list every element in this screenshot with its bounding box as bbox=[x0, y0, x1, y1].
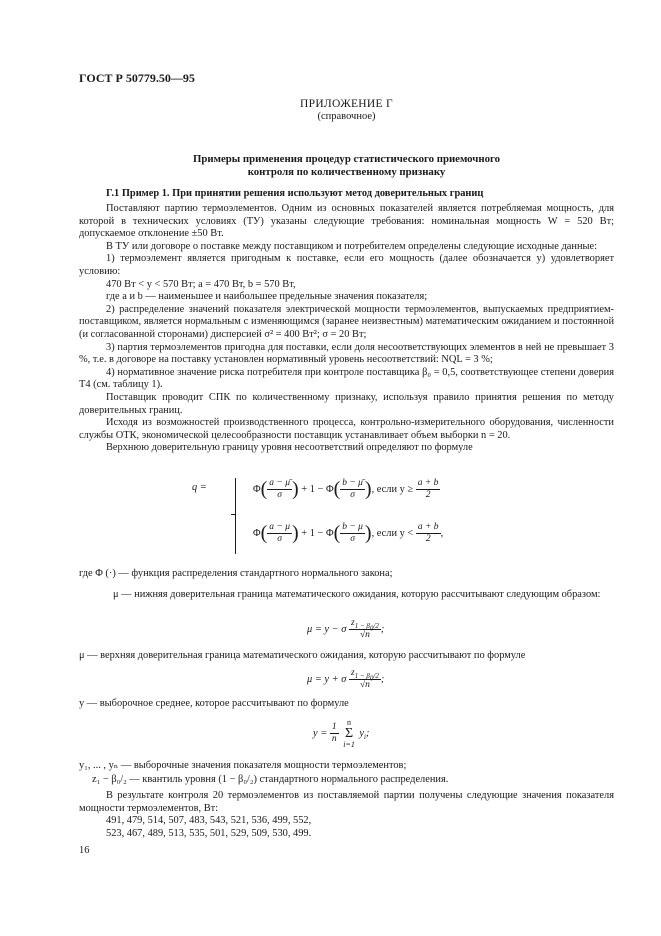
plus-one-minus: + 1 − Φ bbox=[301, 483, 334, 495]
heading-line-1: Примеры применения процедур статистического приемочного bbox=[192, 153, 501, 165]
document-code: ГОСТ Р 50779.50—95 bbox=[79, 71, 195, 85]
paragraph: 4) нормативное значение риска потребителя при контроле поставщика β₀ = 0,5, соответствующее степени доверия Т4 (см. таблицу 1). bbox=[79, 366, 614, 391]
plus-one-minus: + 1 − Φ bbox=[301, 527, 334, 539]
paragraph: Поставщик проводит СПК по количественному признаку, используя правило принятия решения по методу доверительных границ. bbox=[79, 391, 614, 416]
result-intro: В результате контроля 20 термоэлементов из поставляемой партии получены следующие значения показателя мощности термоэлементов, Вт: bbox=[79, 790, 614, 814]
paragraph: 470 Вт < y < 570 Вт; a = 470 Вт, b = 570 Вт, bbox=[106, 278, 296, 290]
paragraph: 2) распределение значений показателя электрической мощности термоэлементов, выпускаемых предприятием-поставщиком, является нормальным с изменяющимся (заранее неизвестным) математическим ожиданием и постоянной (и согласованной сторонами) дисперсией σ² = 400 Вт²; σ = 20 Вт; bbox=[79, 303, 614, 340]
phi-symbol: Φ bbox=[253, 483, 261, 495]
mu-upper-formula: μ = y + σ $\frac{z_{1 - \beta_0/2}}{√n}$ ; bbox=[307, 668, 385, 690]
appendix-subtitle: (справочное) bbox=[317, 111, 376, 122]
values-line-2: 523, 467, 489, 513, 535, 501, 529, 509, 530, 499. bbox=[106, 828, 312, 839]
q-lhs: q = bbox=[192, 482, 207, 493]
body-text bbox=[79, 203, 614, 455]
mu-upper-definition: μ — верхняя доверительная граница математического ожидания, которую рассчитывают по формуле bbox=[79, 650, 526, 661]
appendix-title: ПРИЛОЖЕНИЕ Г bbox=[300, 98, 393, 110]
paragraph: Поставляют партию термоэлементов. Одним из основных показателей является потребляемая мощность, для которой в технических условиях (ТУ) указаны следующие требования: номинальная мощность W = 520 Вт; допускаемое отклонение ±50 Вт. bbox=[79, 203, 614, 240]
mu-lower-formula: μ = y − σ $\frac{z_{1 - \beta_0/2}}{√n}$ ; bbox=[307, 618, 385, 640]
yi-definition: y₁, ... , yₙ — выборочные значения показателя мощности термоэлементов; bbox=[79, 760, 407, 771]
page-number: 16 bbox=[79, 845, 90, 856]
section-heading bbox=[79, 153, 614, 179]
phi-symbol: Φ bbox=[253, 527, 261, 539]
formula-brace bbox=[235, 478, 244, 554]
mu-lower-definition: μ — нижняя доверительная граница математического ожидания, которую рассчитывают следующим образом: bbox=[113, 589, 601, 600]
heading-line-2: контроля по количественному признаку bbox=[247, 166, 446, 178]
condition-1: если y ≥ bbox=[376, 483, 414, 495]
paragraph: 3) партия термоэлементов пригодна для поставки, если доля несоответствующих элементов в ней не превышает 3 %, т.е. в договоре на поставку установлен нормативный уровень несоответствий: NQL = 3 %; bbox=[79, 341, 614, 366]
subsection-title: Г.1 Пример 1. При принятии решения используют метод доверительных границ bbox=[106, 188, 484, 199]
q-case-2: Φ( $\frac{a - \mu}{\sigma}$ ) + 1 − Φ( $\frac{b - \mu}{\sigma}$ ), если y < $\frac{a + b}{2}$ , bbox=[253, 522, 444, 545]
paragraph: 1) термоэлемент является пригодным к поставке, если его мощность (далее обозначается y) удовлетворяет условию: bbox=[79, 253, 614, 277]
ybar-formula: y = $\frac{1}{n}$ n Σ i=1 $y_i$; bbox=[313, 718, 370, 749]
z-definition: z₁ − β₀/₂ — квантиль уровня (1 − β₀/₂) стандартного нормального распределения. bbox=[92, 774, 449, 785]
paragraph: Исходя из возможностей производственного процесса, контрольно-измерительного оборудования, численности службы ОТК, экономической целесообразности поставщик устанавливает объем выборки n = 20. bbox=[79, 417, 614, 441]
condition-2: если y < bbox=[376, 527, 414, 539]
paragraph: где a и b — наименьшее и наибольшее предельные значения показателя; bbox=[106, 291, 428, 303]
paragraph: В ТУ или договоре о поставке между поставщиком и потребителем определены следующие исходные данные: bbox=[106, 240, 598, 252]
values-line-1: 491, 479, 514, 507, 483, 543, 521, 536, 499, 552, bbox=[106, 815, 312, 826]
ybar-definition: y — выборочное среднее, которое рассчитывают по формуле bbox=[79, 698, 349, 709]
paragraph: Верхнюю доверительную границу уровня несоответствий определяют по формуле bbox=[106, 442, 473, 454]
q-case-1: Φ( $\frac{a - \mū}{\sigma}$ ) + 1 − Φ( $\frac{b - \mū}{\sigma}$ ), если y ≥ $\frac{a + b}{2}$ bbox=[253, 478, 439, 501]
phi-definition: где Φ (·) — функция распределения стандартного нормального закона; bbox=[79, 568, 393, 579]
